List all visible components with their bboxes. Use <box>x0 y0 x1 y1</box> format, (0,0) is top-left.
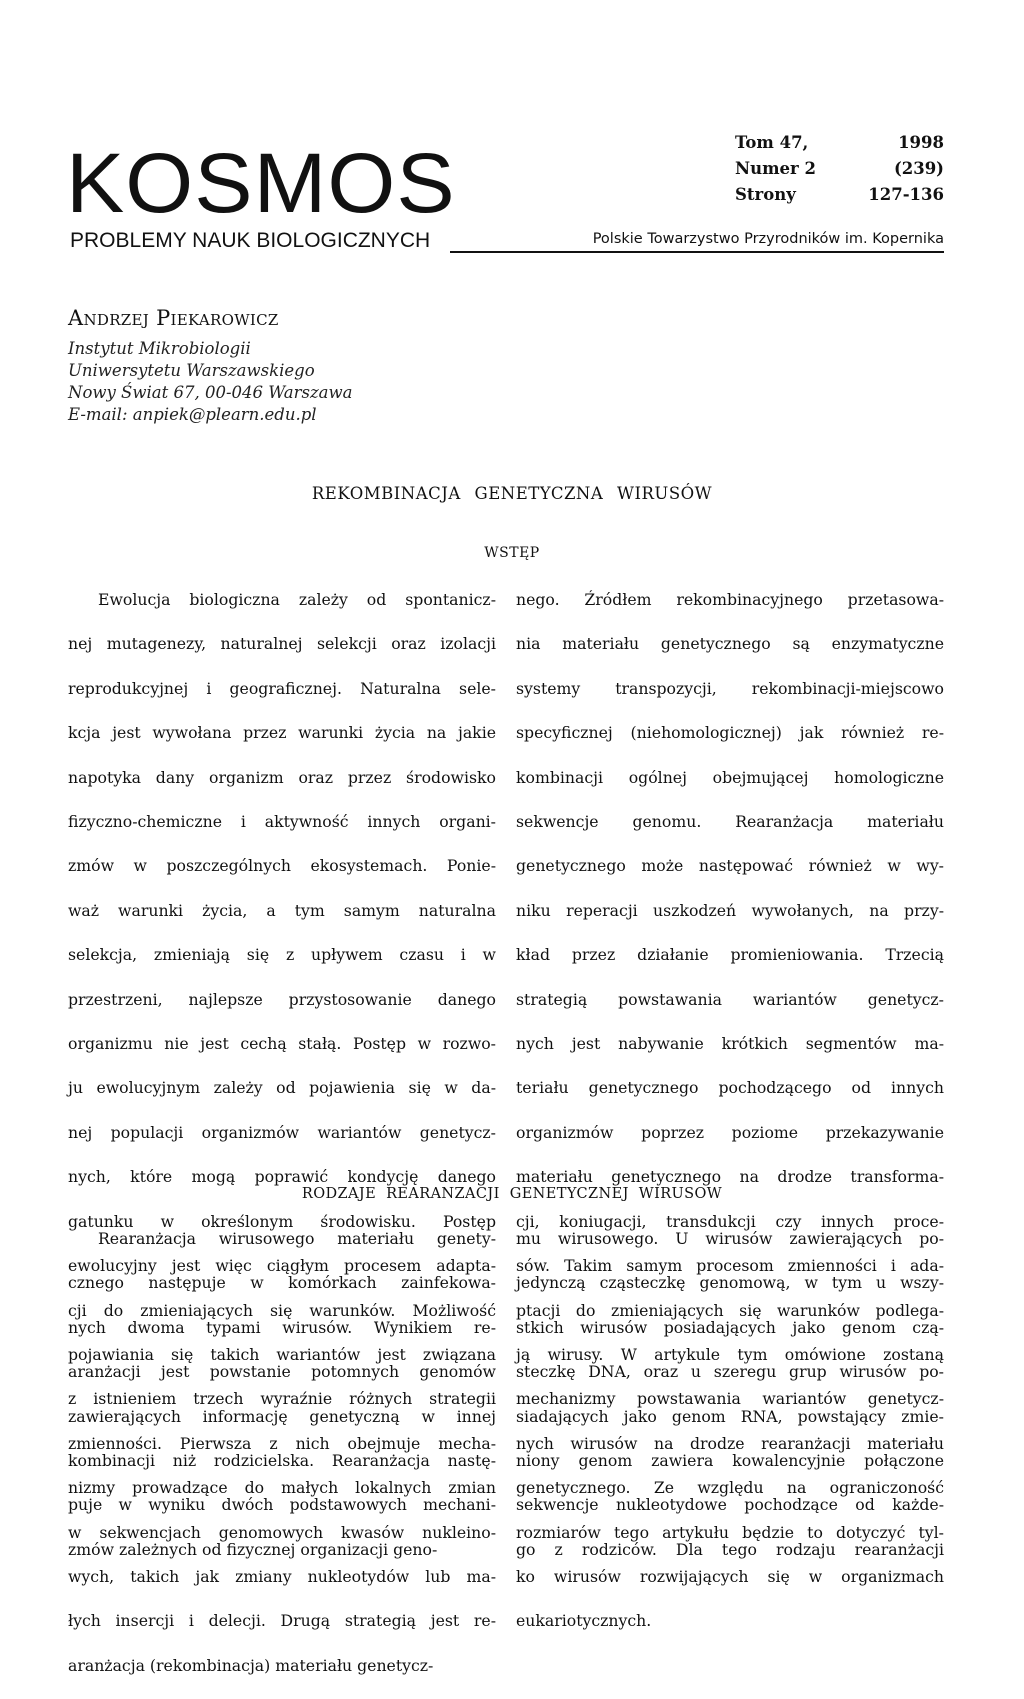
text-line: mechanizmy powstawania wariantów genetycz- <box>516 1389 944 1409</box>
text-line: zmów w poszczególnych ekosystemach. Ponie- <box>68 856 496 876</box>
section-heading: RODZAJE REARANZACJI GENETYCZNEJ WIRUSOW <box>301 1186 723 1202</box>
text-line: organizmu nie jest cechą stałą. Postęp w rozwo- <box>68 1034 496 1054</box>
author-email: E-mail: anpiek@plearn.edu.pl <box>68 405 317 424</box>
text-line: kład przez działanie promieniowania. Trzecią <box>516 945 944 965</box>
text-line: genetycznego. Ze względu na ograniczoność <box>516 1478 944 1498</box>
text-line: cji, koniugacji, transdukcji czy innych proce- <box>516 1211 944 1231</box>
text-line: sekwencje nukleotydowe pochodzące od każde- <box>516 1495 944 1515</box>
text-line: nych, które mogą poprawić kondycję danego <box>68 1167 496 1187</box>
text-line: w sekwencjach genomowych kwasów nukleino- <box>68 1522 496 1542</box>
text-line: specyficznej (niehomologicznej) jak również re- <box>516 723 944 743</box>
text-line: niku reperacji uszkodzeń wywołanych, na przy- <box>516 900 944 920</box>
text-line: kcja jest wywołana przez warunki życia na jakie <box>68 723 496 743</box>
text-line: organizmów poprzez poziome przekazywanie <box>516 1122 944 1142</box>
text-line: stkich wirusów posiadających jako genom czą- <box>516 1317 944 1337</box>
text-line: jedynczą cząsteczkę genomową, w tym u wszy- <box>516 1273 944 1293</box>
text-line: siadających jako genom RNA, powstający zmie- <box>516 1406 944 1426</box>
text-line: aranżacja (rekombinacja) materiału genetycz- <box>68 1655 434 1675</box>
affiliation-university: Uniwersytetu Warszawskiego <box>68 361 315 380</box>
text-line: niony genom zawiera kowalencyjnie połączone <box>516 1451 944 1471</box>
text-line: przestrzeni, najlepsze przystosowanie danego <box>68 989 496 1009</box>
section-heading: WSTĘP <box>484 545 540 561</box>
issue-pages-value: 127-136 <box>868 185 944 204</box>
text-line: mu wirusowego. U wirusów zawierających po- <box>516 1229 944 1248</box>
text-line: cji do zmieniających się warunków. Możliwość <box>68 1300 496 1320</box>
text-line: nego. Źródłem rekombinacyjnego przetasowa- <box>516 590 944 609</box>
issue-number <box>735 157 944 181</box>
author-name: Andrzej Piekarowicz <box>68 306 279 330</box>
text-line: nia materiału genetycznego są enzymatyczne <box>516 634 944 654</box>
issue-pages <box>735 183 944 207</box>
journal-subtitle: PROBLEMY NAUK BIOLOGICZNYCH <box>70 229 431 252</box>
article-title: REKOMBINACJA GENETYCZNA WIRUSÓW <box>311 484 713 503</box>
issue-pages-label: Strony <box>735 185 796 204</box>
text-line: reprodukcyjnej i geograficznej. Naturalna sele- <box>68 678 496 698</box>
affiliation-address: Nowy Świat 67, 00-046 Warszawa <box>68 383 353 402</box>
text-line: kombinacji ogólnej obejmującej homologiczne <box>516 767 944 787</box>
text-line: ko wirusów rozwijających się w organizmach <box>516 1566 944 1586</box>
text-line: steczkę DNA, oraz u szeregu grup wirusów po- <box>516 1362 944 1382</box>
text-line: kombinacji niż rodzicielska. Rearanżacja nastę- <box>68 1451 496 1471</box>
text-line: nej populacji organizmów wariantów genetycz- <box>68 1122 496 1142</box>
text-line: nizmy prowadzące do małych lokalnych zmian <box>68 1478 496 1498</box>
text-line: genetycznego może następować również w wy- <box>516 856 944 876</box>
text-line: wych, takich jak zmiany nukleotydów lub ma- <box>68 1566 496 1586</box>
issue-volume <box>735 131 944 155</box>
society-name: Polskie Towarzystwo Przyrodników im. Kopernika <box>592 231 944 247</box>
text-line: z istnieniem trzech wyraźnie różnych strategii <box>68 1389 496 1409</box>
text-line: ewolucyjny jest więc ciągłym procesem adapta- <box>68 1256 496 1276</box>
text-line: fizyczno-chemiczne i aktywność innych organi- <box>68 812 496 832</box>
text-line: zmienności. Pierwsza z nich obejmuje mecha- <box>68 1433 496 1453</box>
issue-volume-value: 1998 <box>898 133 944 152</box>
issue-volume-label: Tom 47, <box>735 133 809 152</box>
text-line: zawierających informację genetyczną w innej <box>68 1406 496 1426</box>
body-column-right <box>516 1228 944 1583</box>
affiliation-institute: Instytut Mikrobiologii <box>68 339 251 358</box>
text-line: Ewolucja biologiczna zależy od spontanicz- <box>98 590 496 609</box>
text-line: ptacji do zmieniających się warunków podlega- <box>516 1300 944 1320</box>
text-line: nych dwoma typami wirusów. Wynikiem re- <box>68 1317 496 1337</box>
text-line: ją wirusy. W artykule tym omówione zostaną <box>516 1344 944 1364</box>
text-line: napotyka dany organizm oraz przez środowisko <box>68 767 496 787</box>
text-line: łych insercji i delecji. Drugą strategią jest re- <box>68 1611 496 1631</box>
text-line: aranżacji jest powstanie potomnych genomów <box>68 1362 496 1382</box>
text-line: nych wirusów na drodze rearanżacji materiału <box>516 1433 944 1453</box>
text-line: nej mutagenezy, naturalnej selekcji oraz izolacji <box>68 634 496 654</box>
text-line: Rearanżacja wirusowego materiału genety- <box>98 1229 496 1248</box>
text-line: materiału genetycznego na drodze transforma- <box>516 1167 944 1187</box>
text-line: waż warunki życia, a tym samym naturalna <box>68 900 496 920</box>
header-rule <box>450 251 944 253</box>
text-line: go z rodziców. Dla tego rodzaju rearanżacji <box>516 1539 944 1559</box>
text-line: nych jest nabywanie krótkich segmentów ma- <box>516 1034 944 1054</box>
issue-number-label: Numer 2 <box>735 159 816 178</box>
text-line: strategią powstawania wariantów genetycz- <box>516 989 944 1009</box>
text-line: eukariotycznych. <box>516 1611 652 1631</box>
text-line: puje w wyniku dwóch podstawowych mechani- <box>68 1495 496 1515</box>
text-line: cznego następuje w komórkach zainfekowa- <box>68 1273 496 1293</box>
body-column-left <box>68 1228 496 1583</box>
issue-number-value: (239) <box>893 159 944 178</box>
text-line: systemy transpozycji, rekombinacji-miejscowo <box>516 678 944 698</box>
text-line: sów. Takim samym procesom zmienności i ada- <box>516 1256 944 1276</box>
text-line: selekcja, zmieniają się z upływem czasu i w <box>68 945 496 965</box>
text-line: teriału genetycznego pochodzącego od innych <box>516 1078 944 1098</box>
text-line: gatunku w określonym środowisku. Postęp <box>68 1211 496 1231</box>
text-line: pojawiania się takich wariantów jest związana <box>68 1344 496 1364</box>
journal-name: KOSMOS <box>66 136 456 230</box>
text-line: ju ewolucyjnym zależy od pojawienia się w da- <box>68 1078 496 1098</box>
text-line: sekwencje genomu. Rearanżacja materiału <box>516 812 944 832</box>
text-line: rozmiarów tego artykułu będzie to dotyczyć tyl- <box>516 1522 944 1542</box>
text-line: zmów zależnych od fizycznej organizacji geno- <box>68 1539 438 1559</box>
